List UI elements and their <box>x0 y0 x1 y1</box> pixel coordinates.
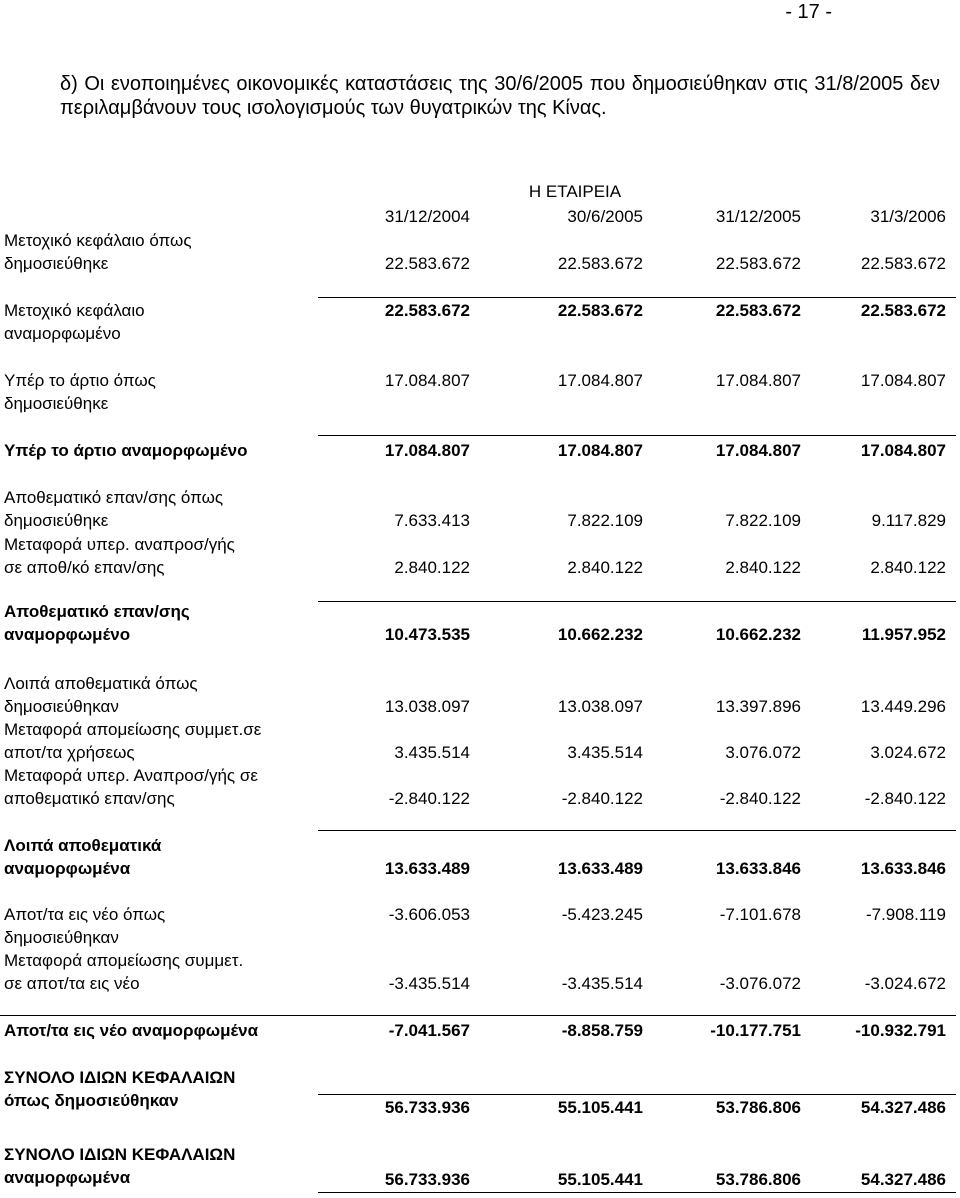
cell-value: 7.633.413 <box>394 511 470 530</box>
cell-value: -2.840.122 <box>719 789 801 808</box>
cell-value: 7.822.109 <box>725 511 801 530</box>
cell-value: 56.733.936 <box>384 1170 470 1189</box>
column-header-3: 31/12/2005 <box>715 207 801 226</box>
row-label: αποτ/τα χρήσεως <box>4 743 135 762</box>
column-header-1: 31/12/2004 <box>384 207 470 226</box>
row-label: Μεταφορά απομείωσης συμμετ. <box>4 951 244 970</box>
cell-value: 17.084.807 <box>384 371 470 390</box>
row-label: δημοσιεύθηκαν <box>4 928 119 947</box>
row-label: Υπέρ το άρτιο αναμορφωμένο <box>4 441 248 460</box>
cell-value: 13.633.489 <box>557 859 643 878</box>
cell-value: 22.583.672 <box>860 254 946 273</box>
cell-value: -3.606.053 <box>388 905 470 924</box>
cell-value: -2.840.122 <box>561 789 643 808</box>
cell-value: 13.633.489 <box>384 859 470 878</box>
cell-value: 22.583.672 <box>384 301 470 320</box>
cell-value: 13.633.846 <box>715 859 801 878</box>
cell-value: 17.084.807 <box>715 441 801 460</box>
cell-value: 13.633.846 <box>860 859 946 878</box>
cell-value: -3.024.672 <box>864 974 946 993</box>
cell-value: -10.177.751 <box>710 1021 801 1040</box>
cell-value: 13.397.896 <box>715 697 801 716</box>
cell-value: 55.105.441 <box>557 1098 643 1117</box>
cell-value: 2.840.122 <box>725 558 801 577</box>
cell-value: -10.932.791 <box>855 1021 946 1040</box>
cell-value: 17.084.807 <box>557 441 643 460</box>
row-label: δημοσιεύθηκαν <box>4 697 119 716</box>
row-label: δημοσιεύθηκε <box>4 394 109 413</box>
divider <box>318 830 956 831</box>
row-label: σε αποθ/κό επαν/σης <box>4 558 165 577</box>
cell-value: -7.908.119 <box>865 905 946 924</box>
divider <box>318 1192 956 1193</box>
cell-value: 7.822.109 <box>567 511 643 530</box>
row-label: αναμορφωμένο <box>4 625 131 644</box>
row-label: Μεταφορά απομείωσης συμμετ.σε <box>4 720 262 739</box>
cell-value: 3.435.514 <box>567 743 643 762</box>
row-label: Λοιπά αποθεματικά <box>4 836 162 855</box>
cell-value: -7.041.567 <box>388 1021 470 1040</box>
row-label: Αποτ/τα εις νέο αναμορφωμένα <box>4 1021 259 1040</box>
row-label: Μετοχικό κεφάλαιο <box>4 301 145 320</box>
cell-value: 10.662.232 <box>557 625 643 644</box>
cell-value: 2.840.122 <box>870 558 946 577</box>
cell-value: 10.473.535 <box>384 625 470 644</box>
divider <box>318 297 956 298</box>
cell-value: 54.327.486 <box>860 1170 946 1189</box>
row-label: ΣΥΝΟΛΟ ΙΔΙΩΝ ΚΕΦΑΛΑΙΩΝ <box>4 1068 236 1087</box>
cell-value: 53.786.806 <box>715 1170 801 1189</box>
cell-value: 22.583.672 <box>557 301 643 320</box>
row-label: Υπέρ το άρτιο όπως <box>4 371 156 390</box>
cell-value: -5.423.245 <box>561 905 643 924</box>
row-label: δημοσιεύθηκε <box>4 254 109 273</box>
cell-value: -3.435.514 <box>388 974 470 993</box>
cell-value: 13.038.097 <box>557 697 643 716</box>
cell-value: -7.101.678 <box>719 905 801 924</box>
divider <box>0 1015 956 1016</box>
row-label: αναμορφωμένο <box>4 324 121 343</box>
cell-value: 22.583.672 <box>860 301 946 320</box>
cell-value: 17.084.807 <box>715 371 801 390</box>
cell-value: 54.327.486 <box>860 1098 946 1117</box>
cell-value: -3.076.072 <box>719 974 801 993</box>
row-label: Αποτ/τα εις νέο όπως <box>4 905 166 924</box>
row-label: δημοσιεύθηκε <box>4 511 109 530</box>
cell-value: 3.435.514 <box>394 743 470 762</box>
cell-value: 9.117.829 <box>871 511 946 530</box>
cell-value: 11.957.952 <box>861 625 946 644</box>
row-label: Λοιπά αποθεματικά όπως <box>4 674 198 693</box>
column-header-2: 30/6/2005 <box>567 207 643 226</box>
cell-value: 22.583.672 <box>384 254 470 273</box>
column-header-4: 31/3/2006 <box>870 207 946 226</box>
company-header: Η ΕΤΑΙΡΕΙΑ <box>528 182 622 201</box>
cell-value: -3.435.514 <box>561 974 643 993</box>
cell-value: 22.583.672 <box>715 254 801 273</box>
row-label: αποθεματικό επαν/σης <box>4 789 175 808</box>
cell-value: 2.840.122 <box>394 558 470 577</box>
row-label: Μετοχικό κεφάλαιο όπως <box>4 231 192 250</box>
row-label: Αποθεματικό επαν/σης όπως <box>4 488 224 507</box>
cell-value: 13.449.296 <box>860 697 946 716</box>
cell-value: 17.084.807 <box>860 371 946 390</box>
cell-value: 56.733.936 <box>384 1098 470 1117</box>
divider <box>318 1094 956 1095</box>
cell-value: 22.583.672 <box>557 254 643 273</box>
cell-value: 55.105.441 <box>557 1170 643 1189</box>
cell-value: 10.662.232 <box>715 625 801 644</box>
cell-value: 2.840.122 <box>567 558 643 577</box>
row-label: ΣΥΝΟΛΟ ΙΔΙΩΝ ΚΕΦΑΛΑΙΩΝ <box>4 1145 236 1164</box>
cell-value: -2.840.122 <box>388 789 470 808</box>
cell-value: 17.084.807 <box>384 441 470 460</box>
cell-value: 17.084.807 <box>860 441 946 460</box>
intro-paragraph: δ) Οι ενοποιημένες οικονομικές καταστάσεις της 30/6/2005 που δημοσιεύθηκαν στις 31/8/2005 δεν περιλαμβάνουν τους ισολογισμούς των θυγατρικών της Κίνας. <box>60 73 940 119</box>
cell-value: 53.786.806 <box>715 1098 801 1117</box>
divider <box>318 435 956 436</box>
cell-value: -2.840.122 <box>864 789 946 808</box>
cell-value: 13.038.097 <box>384 697 470 716</box>
row-label: Μεταφορά υπερ. Αναπροσ/γής σε <box>4 766 258 785</box>
cell-value: -8.858.759 <box>561 1021 643 1040</box>
cell-value: 17.084.807 <box>557 371 643 390</box>
row-label: σε αποτ/τα εις νέο <box>4 974 140 993</box>
divider <box>318 601 956 602</box>
cell-value: 22.583.672 <box>715 301 801 320</box>
row-label: αναμορφωμένα <box>4 859 131 878</box>
row-label: αναμορφωμένα <box>4 1168 131 1187</box>
cell-value: 3.024.672 <box>870 743 946 762</box>
row-label: όπως δημοσιεύθηκαν <box>4 1091 179 1110</box>
row-label: Μεταφορά υπερ. αναπροσ/γής <box>4 535 235 554</box>
row-label: Αποθεματικό επαν/σης <box>4 602 190 621</box>
page-number: - 17 - <box>785 1 832 23</box>
cell-value: 3.076.072 <box>725 743 801 762</box>
